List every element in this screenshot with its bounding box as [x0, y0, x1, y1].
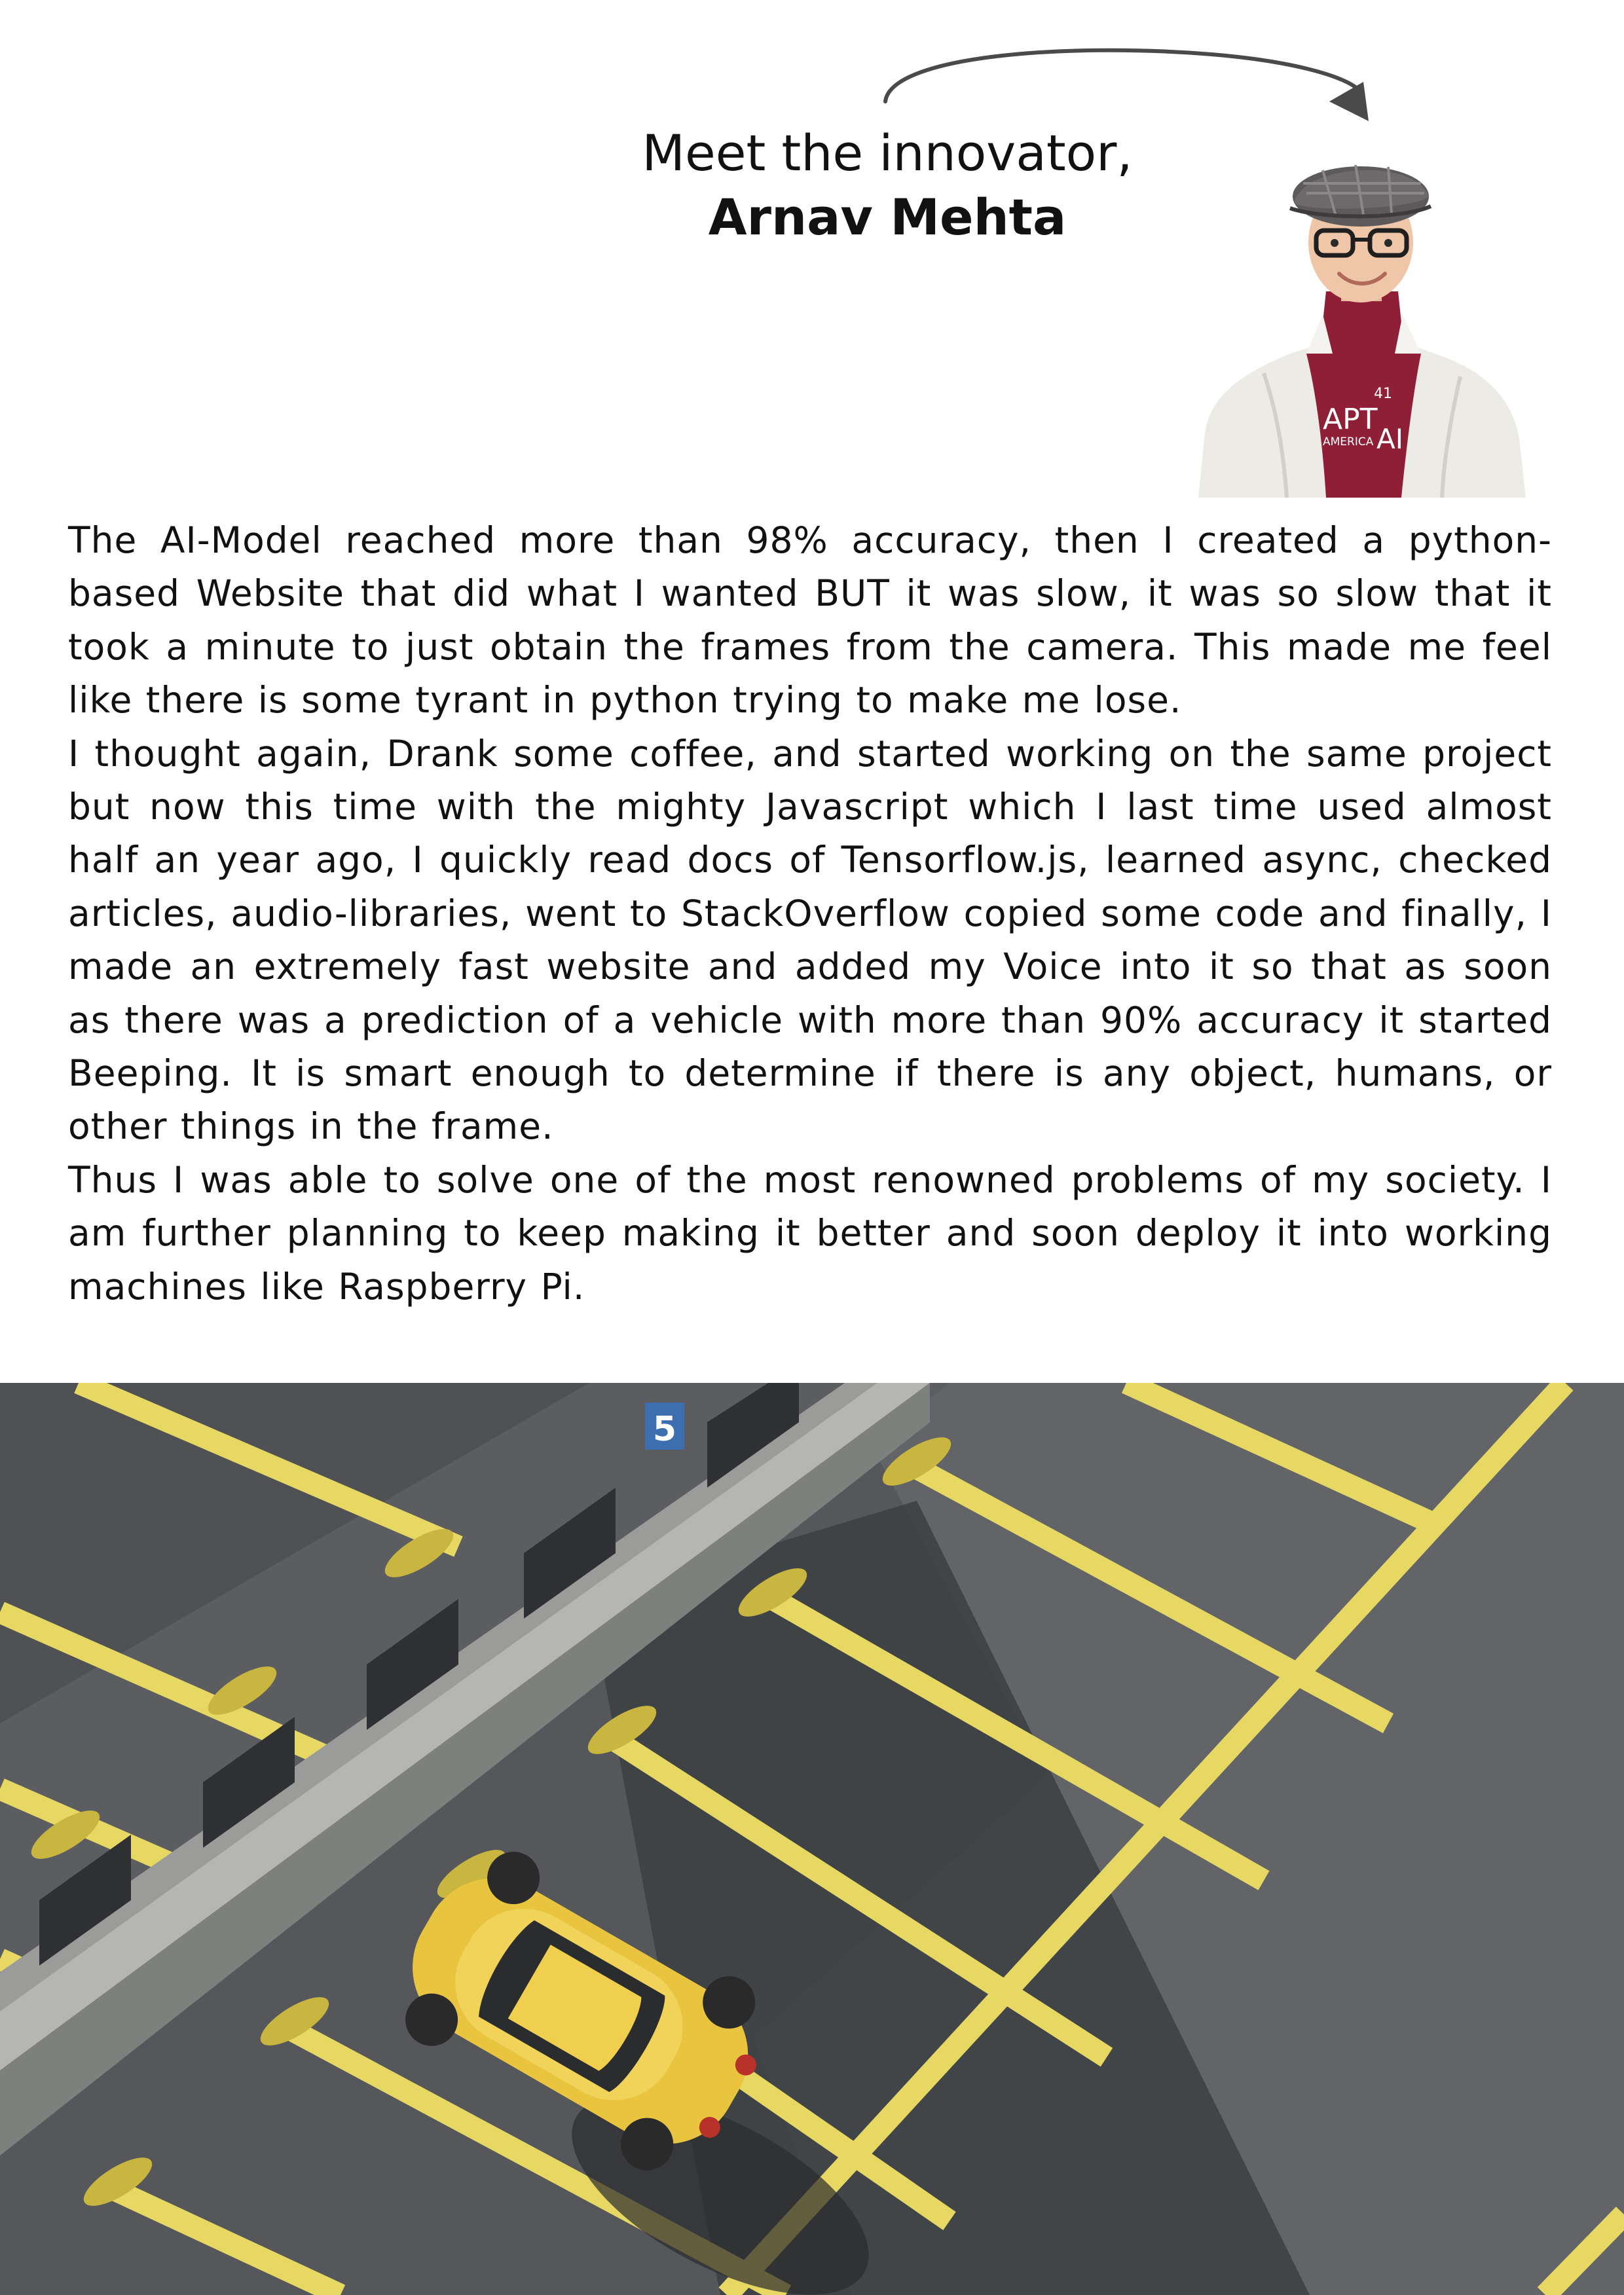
innovator-portrait — [1192, 157, 1532, 498]
shirt-text-america: AMERICA — [1323, 435, 1374, 449]
level-sign: 5 — [652, 1410, 677, 1449]
shirt-text-apt: APT — [1323, 403, 1378, 436]
parking-lot-photo — [0, 1383, 1624, 2295]
parking-lot-illustration — [0, 1383, 1624, 2295]
intro-text: Meet the innovator, — [642, 124, 1133, 182]
shirt-text-number: 41 — [1374, 386, 1392, 402]
story-paragraph-3: Thus I was able to solve one of the most renowned problems of my society. I am further planning to keep making it better and soon deploy it into working machines like Raspberry Pi. — [68, 1158, 1552, 1308]
page-heading — [583, 121, 1192, 249]
shirt-text-ai: AI — [1376, 423, 1404, 455]
story-text — [68, 514, 1552, 1313]
innovator-name: Arnav Mehta — [708, 188, 1067, 246]
story-paragraph-1: The AI-Model reached more than 98% accuracy, then I created a python-based Website that did what I wanted BUT it was slow, it was so slow that it took a minute to just obtain the frames from the camera. This made me feel like there is some tyrant in python trying to make me lose. — [68, 519, 1552, 722]
curved-arrow-icon — [871, 36, 1382, 134]
story-paragraph-2: I thought again, Drank some coffee, and started working on the same project but now this time with the mighty Javascript which I last time used almost half an year ago, I quickly read docs of Tensorflow.js, learned async, checked articles, audio-libraries, went to StackOverflow copied some code and finally, I made an extremely fast website and added my Voice into it so that as soon as there was a prediction of a vehicle with more than 90% accuracy it started Beeping. It is smart enough to determine if there is any object, humans, or other things in the frame. — [68, 732, 1552, 1148]
